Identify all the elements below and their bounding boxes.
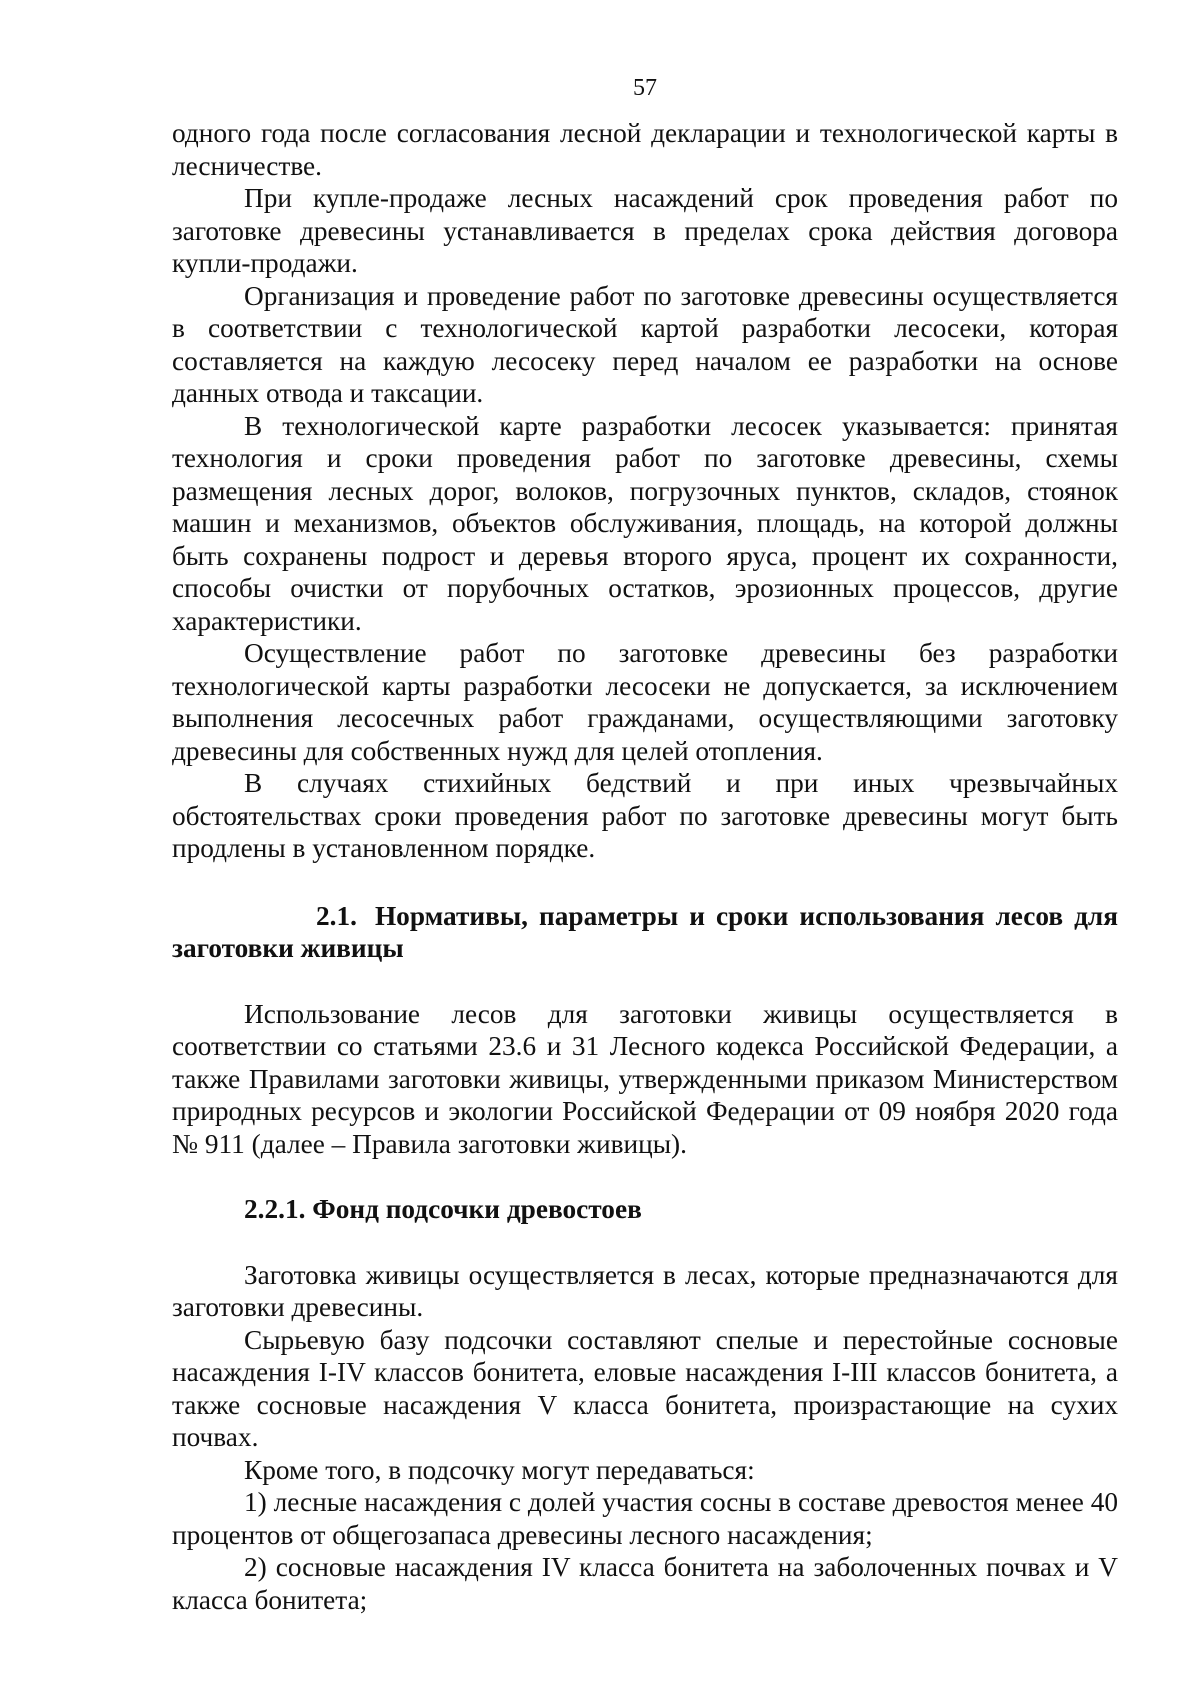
paragraph-raw-base: Сырьевую базу подсочки составляют спелые и перестойные сосновые насаждения I-IV классов бонитета, еловые насаждения I-III классов бонитета, а также сосновые насаждения V класса бонитета, произрастающие на сухих почвах. — [172, 1324, 1118, 1452]
paragraph-organization: Организация и проведение работ по заготовке древесины осуществляется в соответствии с технологической картой разработки лесосеки, которая составляется на каждую лесосеку перед началом ее разработки на основе данных отвода и таксации. — [172, 280, 1118, 408]
subsection-number: 2.2.1. — [244, 1194, 306, 1224]
paragraph-additionally: Кроме того, в подсочку могут передаваться: — [244, 1454, 755, 1485]
paragraph-resin-forests: Заготовка живицы осуществляется в лесах, которые предназначаются для заготовки древесины. — [172, 1259, 1118, 1322]
paragraph-continuation: одного года после согласования лесной декларации и технологической карты в лесничестве. — [172, 118, 1118, 181]
paragraph-no-tech-map: Осуществление работ по заготовке древесины без разработки технологической карты разработки лесосеки не допускается, за исключением выполнения лесосечных работ гражданами, осуществляющими заготовку древесины для собственных нужд для целей отопления. — [172, 638, 1118, 766]
list-item-2: 2) сосновые насаждения IV класса бонитета на заболоченных почвах и V класса бонитета; — [172, 1552, 1118, 1615]
subsection-title: Фонд подсочки древостоев — [312, 1194, 642, 1224]
section-heading-2-1 — [172, 900, 1118, 965]
page-number: 57 — [633, 75, 657, 101]
list-item-1: 1) лесные насаждения с долей участия сосны в составе древостоя менее 40 процентов от общегозапаса древесины лесного насаждения; — [172, 1487, 1118, 1550]
paragraph-sale-term: При купле-продаже лесных насаждений срок проведения работ по заготовке древесины устанавливается в пределах срока действия договора купли-продажи. — [172, 183, 1118, 278]
paragraph-resin-use: Использование лесов для заготовки живицы осуществляется в соответствии со статьями 23.6 и 31 Лесного кодекса Российской Федерации, а также Правилами заготовки живицы, утвержденными приказом Министерством природных ресурсов и экологии Российской Федерации от 09 ноября 2020 года № 911 (далее – Правила заготовки живицы). — [172, 998, 1118, 1159]
page-content — [172, 117, 1118, 1616]
paragraph-disasters: В случаях стихийных бедствий и при иных чрезвычайных обстоятельствах сроки проведения работ по заготовке древесины могут быть продлены в установленном порядке. — [172, 768, 1118, 863]
paragraph-tech-map: В технологической карте разработки лесосек указывается: принятая технология и сроки проведения работ по заготовке древесины, схемы размещения лесных дорог, волоков, погрузочных пунктов, складов, стоянок машин и механизмов, объектов обслуживания, площадь, на которой должны быть сохранены подрост и деревья второго яруса, процент их сохранности, способы очистки от порубочных остатков, эрозионных процессов, другие характеристики. — [172, 410, 1118, 636]
section-number: 2.1. — [316, 900, 357, 931]
section-title: Нормативы, параметры и сроки использования лесов для заготовки живицы — [172, 900, 1118, 963]
section-heading-2-2-1 — [172, 1193, 1118, 1226]
